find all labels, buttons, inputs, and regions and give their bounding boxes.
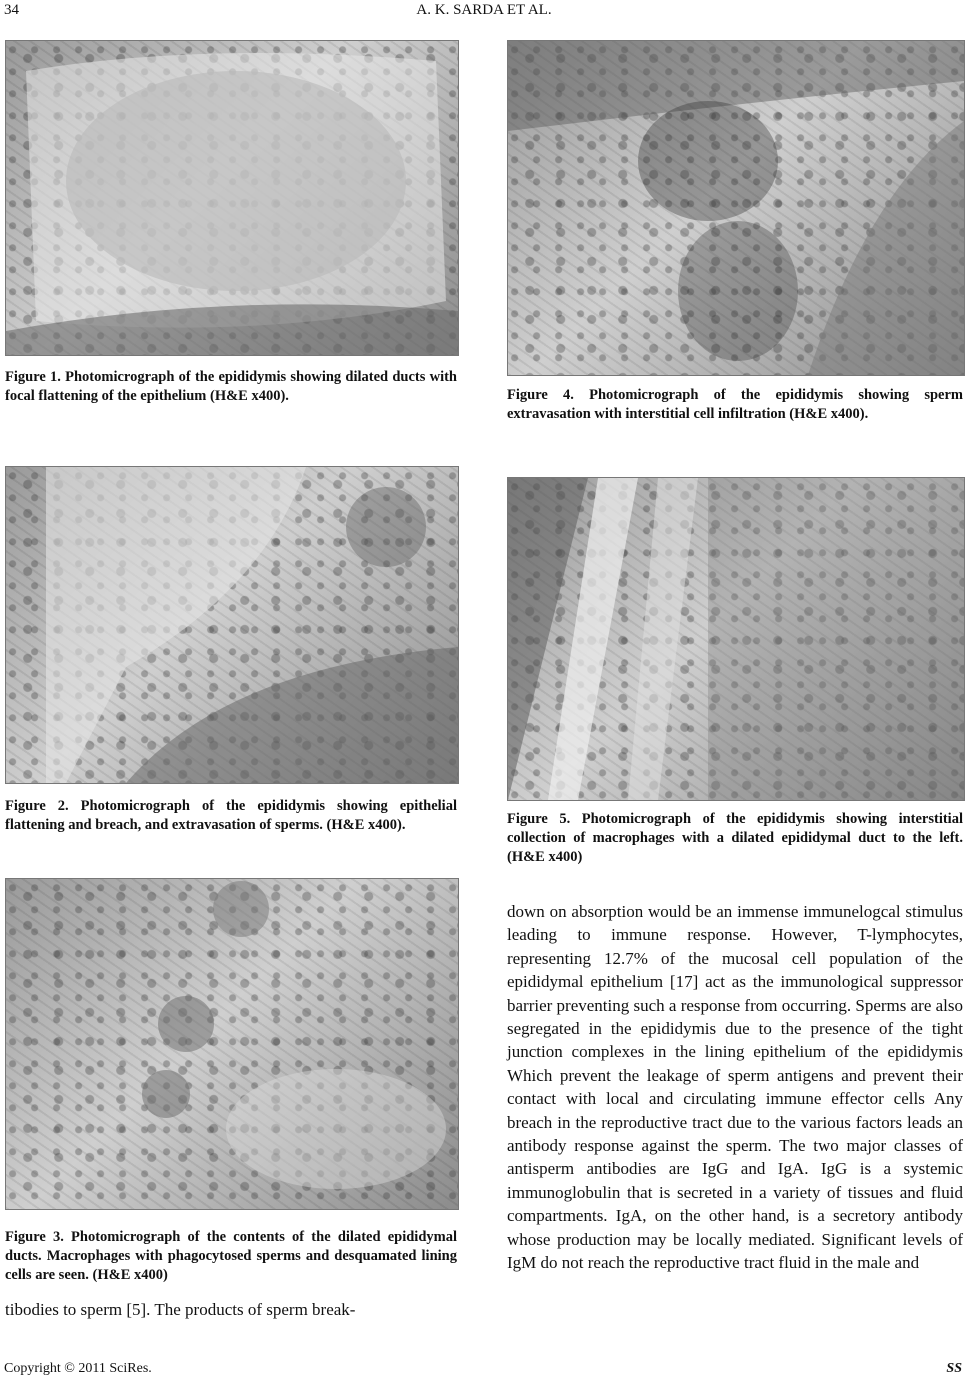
figure-1-photomicrograph [5, 40, 459, 356]
figure-4-photomicrograph [507, 40, 965, 376]
figure-1-caption: Figure 1. Photomicrograph of the epididymis showing dilated ducts with focal flattening of the epithelium (H&E x400). [5, 369, 457, 404]
figure-3-caption: Figure 3. Photomicrograph of the contents of the dilated epididymal ducts. Macrophages with phagocytosed sperms and desquamated lining cells are seen. (H&E x400) [5, 1229, 457, 1283]
running-title: A. K. SARDA ET AL. [416, 2, 552, 18]
figure-2-caption: Figure 2. Photomicrograph of the epididymis showing epithelial flattening and breach, and extravasation of sperms. (H&E x400). [5, 798, 457, 833]
journal-abbreviation: SS [946, 1361, 962, 1376]
figure-3-photomicrograph [5, 878, 459, 1210]
figure-2-photomicrograph [5, 466, 459, 784]
right-body-text: down on absorption would be an immense immunelogcal stimulus leading to immune response. However, T-lymphocytes, representing 12.7% of the mucosal cell population of the epididymal epithelium [17] act as the immunological suppressor barrier preventing such a response from occurring. Sperms are also segregated in the epididymis due to the presence of the tight junction complexes in the lining epithelium of the epididymis Which prevent the leakage of sperm antigens and prevent their contact with local and circulating immune effector cells Any breach in the reproductive tract due to the various factors leads an antibody response against the sperm. The two major classes of antisperm antibodies are IgG and IgA. IgG is a systemic immunoglobulin that is secreted in a variety of tissues and fluid compartments. IgA, on the other hand, is a secretory antibody whose production may be locally mediated. Significant levels of IgM do not reach the reproductive tract fluid in the male and [507, 902, 964, 1273]
copyright-notice: Copyright © 2011 SciRes. [4, 1361, 152, 1376]
figure-4-caption: Figure 4. Photomicrograph of the epididymis showing sperm extravasation with interstitial cell infiltration (H&E x400). [507, 387, 963, 422]
figure-5-photomicrograph [507, 477, 965, 801]
figure-5-caption: Figure 5. Photomicrograph of the epididymis showing interstitial collection of macrophages with a dilated epididymal duct to the left. (H&E x400) [507, 811, 963, 865]
page-number: 34 [4, 2, 19, 18]
left-body-text: tibodies to sperm [5]. The products of sperm break- [5, 1300, 356, 1319]
